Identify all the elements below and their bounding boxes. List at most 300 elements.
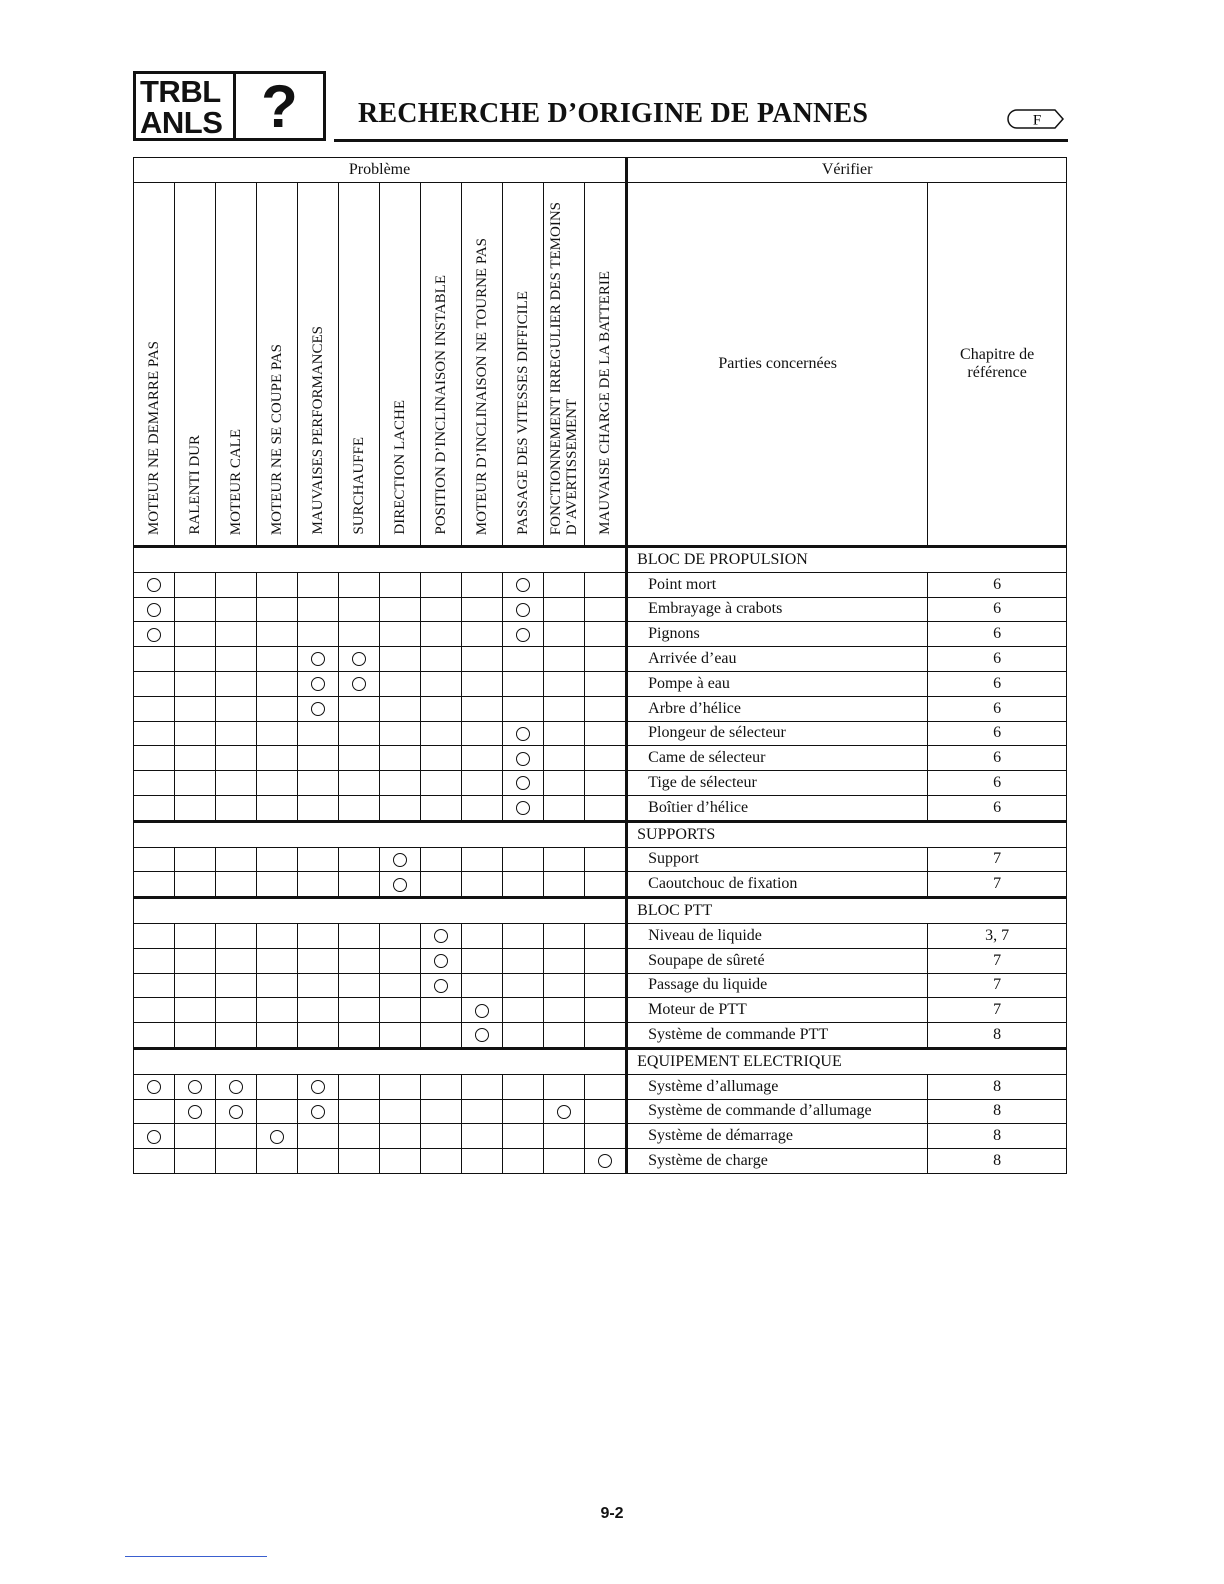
mark-cell — [175, 1074, 216, 1099]
table-row — [134, 1099, 1067, 1124]
mark-cell — [134, 597, 175, 622]
mark-cell — [585, 572, 627, 597]
table-row — [134, 771, 1067, 796]
mark-cell — [544, 973, 585, 998]
mark-cell — [339, 647, 380, 672]
mark-cell — [216, 1074, 257, 1099]
circle-mark-icon — [393, 878, 407, 892]
mark-cell — [298, 795, 339, 821]
mark-cell — [257, 948, 298, 973]
mark-cell — [462, 647, 503, 672]
table-row — [134, 622, 1067, 647]
circle-mark-icon — [516, 801, 530, 815]
table-row — [134, 872, 1067, 898]
mark-cell — [585, 1074, 627, 1099]
mark-cell — [134, 622, 175, 647]
mark-cell — [421, 1124, 462, 1149]
mark-cell — [585, 872, 627, 898]
part-name: Tige de sélecteur — [627, 771, 928, 796]
mark-cell — [257, 998, 298, 1023]
circle-mark-icon — [147, 628, 161, 642]
problem-label: DIRECTION LACHE — [392, 400, 408, 535]
part-name: Embrayage à crabots — [627, 597, 928, 622]
mark-cell — [380, 847, 421, 872]
problem-column-header — [503, 183, 544, 547]
chapter-ref: 6 — [928, 647, 1067, 672]
mark-cell — [544, 1149, 585, 1174]
mark-cell — [216, 696, 257, 721]
mark-cell — [462, 795, 503, 821]
mark-cell — [339, 721, 380, 746]
mark-cell — [585, 948, 627, 973]
mark-cell — [503, 847, 544, 872]
mark-cell — [585, 622, 627, 647]
mark-cell — [175, 1023, 216, 1049]
mark-cell — [134, 923, 175, 948]
mark-cell — [216, 647, 257, 672]
circle-mark-icon — [311, 702, 325, 716]
mark-cell — [544, 597, 585, 622]
chapter-header-line2: référence — [967, 364, 1027, 381]
circle-mark-icon — [516, 727, 530, 741]
circle-mark-icon — [147, 603, 161, 617]
mark-cell — [585, 1023, 627, 1049]
mark-cell — [216, 847, 257, 872]
mark-cell — [339, 597, 380, 622]
chapter-header-line1: Chapitre de — [960, 346, 1035, 363]
troubleshooting-table — [133, 157, 1067, 1174]
problem-label: MOTEUR CALE — [228, 428, 244, 535]
table-row — [134, 572, 1067, 597]
problem-column-header — [134, 183, 175, 547]
mark-cell — [380, 923, 421, 948]
circle-mark-icon — [188, 1105, 202, 1119]
mark-cell — [339, 1074, 380, 1099]
mark-cell — [257, 1149, 298, 1174]
mark-cell — [544, 622, 585, 647]
mark-cell — [421, 998, 462, 1023]
circle-mark-icon — [311, 677, 325, 691]
mark-cell — [462, 721, 503, 746]
chapter-ref: 6 — [928, 671, 1067, 696]
problem-label: PASSAGE DES VITESSES DIFFICILE — [515, 291, 531, 535]
mark-cell — [380, 597, 421, 622]
mark-cell — [134, 1023, 175, 1049]
section-spacer — [134, 547, 627, 573]
part-name: Point mort — [627, 572, 928, 597]
mark-cell — [503, 746, 544, 771]
language-tab-shape — [1007, 108, 1065, 130]
section-spacer — [134, 898, 627, 924]
circle-mark-icon — [147, 1080, 161, 1094]
circle-mark-icon — [188, 1080, 202, 1094]
mark-cell — [134, 948, 175, 973]
problem-label: MAUVAISES PERFORMANCES — [310, 326, 326, 535]
section-spacer — [134, 1048, 627, 1074]
problem-label: MAUVAISE CHARGE DE LA BATTERIE — [597, 271, 614, 535]
mark-cell — [380, 671, 421, 696]
mark-cell — [585, 671, 627, 696]
problem-column-header — [544, 183, 585, 547]
mark-cell — [585, 847, 627, 872]
problem-column-header — [175, 183, 216, 547]
mark-cell — [503, 597, 544, 622]
section-title: BLOC PTT — [627, 898, 1067, 924]
mark-cell — [503, 1149, 544, 1174]
mark-cell — [503, 647, 544, 672]
mark-cell — [175, 671, 216, 696]
mark-cell — [134, 696, 175, 721]
mark-cell — [175, 746, 216, 771]
mark-cell — [257, 597, 298, 622]
mark-cell — [462, 746, 503, 771]
mark-cell — [298, 771, 339, 796]
problem-column-header — [380, 183, 421, 547]
mark-cell — [421, 721, 462, 746]
mark-cell — [175, 1099, 216, 1124]
mark-cell — [257, 795, 298, 821]
mark-cell — [380, 647, 421, 672]
mark-cell — [462, 597, 503, 622]
mark-cell — [380, 1124, 421, 1149]
problem-label: FONCTIONNEMENT IRREGULIER DES TEMOINS D’AVERTISSEMENT — [548, 201, 580, 535]
mark-cell — [134, 1074, 175, 1099]
mark-cell — [339, 671, 380, 696]
problem-column-header — [339, 183, 380, 547]
mark-cell — [380, 948, 421, 973]
circle-mark-icon — [229, 1105, 243, 1119]
mark-cell — [257, 671, 298, 696]
mark-cell — [585, 647, 627, 672]
circle-mark-icon — [434, 929, 448, 943]
problem-label: MOTEUR NE DEMARRE PAS — [146, 340, 162, 535]
chapter-ref: 6 — [928, 572, 1067, 597]
part-name: Soupape de sûreté — [627, 948, 928, 973]
chapter-ref: 6 — [928, 746, 1067, 771]
chapter-header — [928, 183, 1067, 547]
mark-cell — [175, 696, 216, 721]
mark-cell — [503, 872, 544, 898]
mark-cell — [380, 622, 421, 647]
circle-mark-icon — [311, 1105, 325, 1119]
mark-cell — [503, 1023, 544, 1049]
mark-cell — [175, 795, 216, 821]
mark-cell — [298, 1124, 339, 1149]
circle-mark-icon — [393, 853, 407, 867]
mark-cell — [585, 1124, 627, 1149]
mark-cell — [216, 671, 257, 696]
mark-cell — [339, 771, 380, 796]
table-row — [134, 973, 1067, 998]
mark-cell — [298, 1099, 339, 1124]
mark-cell — [462, 998, 503, 1023]
mark-cell — [544, 998, 585, 1023]
mark-cell — [134, 872, 175, 898]
mark-cell — [339, 847, 380, 872]
mark-cell — [134, 721, 175, 746]
circle-mark-icon — [311, 1080, 325, 1094]
mark-cell — [134, 998, 175, 1023]
mark-cell — [380, 572, 421, 597]
page-title: RECHERCHE D’ORIGINE DE PANNES — [358, 98, 869, 129]
mark-cell — [175, 597, 216, 622]
mark-cell — [339, 998, 380, 1023]
mark-cell — [175, 622, 216, 647]
badge-line2: ANLS — [140, 105, 223, 140]
mark-cell — [421, 1099, 462, 1124]
mark-cell — [175, 1149, 216, 1174]
table-row — [134, 721, 1067, 746]
mark-cell — [298, 721, 339, 746]
table-row — [134, 998, 1067, 1023]
part-name: Système de démarrage — [627, 1124, 928, 1149]
circle-mark-icon — [516, 603, 530, 617]
chapter-ref: 7 — [928, 973, 1067, 998]
problem-column-header — [421, 183, 462, 547]
mark-cell — [134, 771, 175, 796]
circle-mark-icon — [147, 1130, 161, 1144]
mark-cell — [339, 1124, 380, 1149]
mark-cell — [339, 696, 380, 721]
mark-cell — [175, 923, 216, 948]
mark-cell — [503, 1074, 544, 1099]
part-name: Niveau de liquide — [627, 923, 928, 948]
chapter-ref: 7 — [928, 948, 1067, 973]
mark-cell — [462, 771, 503, 796]
mark-cell — [503, 998, 544, 1023]
mark-cell — [134, 1124, 175, 1149]
table-row — [134, 1074, 1067, 1099]
mark-cell — [544, 1074, 585, 1099]
mark-cell — [503, 948, 544, 973]
section-title: EQUIPEMENT ELECTRIQUE — [627, 1048, 1067, 1074]
mark-cell — [503, 1124, 544, 1149]
mark-cell — [503, 771, 544, 796]
mark-cell — [462, 1074, 503, 1099]
circle-mark-icon — [516, 752, 530, 766]
mark-cell — [421, 647, 462, 672]
language-letter: F — [1032, 112, 1042, 129]
mark-cell — [380, 1074, 421, 1099]
mark-cell — [257, 721, 298, 746]
table-row — [134, 1023, 1067, 1049]
mark-cell — [421, 622, 462, 647]
problem-header: Problème — [134, 158, 627, 183]
circle-mark-icon — [516, 578, 530, 592]
mark-cell — [544, 746, 585, 771]
verify-header: Vérifier — [627, 158, 1067, 183]
mark-cell — [544, 721, 585, 746]
mark-cell — [257, 746, 298, 771]
mark-cell — [462, 872, 503, 898]
mark-cell — [339, 973, 380, 998]
section-row — [134, 547, 1067, 573]
mark-cell — [544, 696, 585, 721]
mark-cell — [339, 795, 380, 821]
chapter-ref: 6 — [928, 771, 1067, 796]
mark-cell — [380, 1099, 421, 1124]
mark-cell — [421, 1149, 462, 1174]
section-title: BLOC DE PROPULSION — [627, 547, 1067, 573]
mark-cell — [257, 973, 298, 998]
mark-cell — [339, 1099, 380, 1124]
circle-mark-icon — [147, 578, 161, 592]
circle-mark-icon — [516, 628, 530, 642]
mark-cell — [380, 721, 421, 746]
mark-cell — [175, 1124, 216, 1149]
mark-cell — [503, 973, 544, 998]
mark-cell — [134, 795, 175, 821]
trbl-anls-badge — [133, 71, 326, 141]
mark-cell — [462, 948, 503, 973]
mark-cell — [134, 572, 175, 597]
mark-cell — [257, 572, 298, 597]
mark-cell — [462, 1023, 503, 1049]
mark-cell — [462, 973, 503, 998]
mark-cell — [298, 973, 339, 998]
mark-cell — [421, 795, 462, 821]
mark-cell — [421, 746, 462, 771]
chapter-ref: 6 — [928, 597, 1067, 622]
part-name: Système de commande PTT — [627, 1023, 928, 1049]
chapter-ref: 8 — [928, 1124, 1067, 1149]
part-name: Came de sélecteur — [627, 746, 928, 771]
circle-mark-icon — [352, 677, 366, 691]
problem-column-header — [257, 183, 298, 547]
mark-cell — [544, 795, 585, 821]
mark-cell — [544, 572, 585, 597]
mark-cell — [216, 795, 257, 821]
mark-cell — [257, 622, 298, 647]
mark-cell — [585, 771, 627, 796]
chapter-ref: 7 — [928, 998, 1067, 1023]
mark-cell — [380, 771, 421, 796]
table-row — [134, 1124, 1067, 1149]
problem-column-header — [216, 183, 257, 547]
mark-cell — [503, 696, 544, 721]
mark-cell — [257, 1023, 298, 1049]
chapter-ref: 7 — [928, 847, 1067, 872]
part-name: Système d’allumage — [627, 1074, 928, 1099]
mark-cell — [462, 696, 503, 721]
mark-cell — [216, 597, 257, 622]
mark-cell — [175, 872, 216, 898]
mark-cell — [585, 973, 627, 998]
mark-cell — [462, 671, 503, 696]
mark-cell — [298, 696, 339, 721]
mark-cell — [421, 671, 462, 696]
circle-mark-icon — [311, 652, 325, 666]
mark-cell — [339, 622, 380, 647]
mark-cell — [216, 998, 257, 1023]
circle-mark-icon — [516, 776, 530, 790]
part-name: Arrivée d’eau — [627, 647, 928, 672]
table-row — [134, 671, 1067, 696]
mark-cell — [175, 998, 216, 1023]
circle-mark-icon — [434, 979, 448, 993]
mark-cell — [216, 973, 257, 998]
problem-label: RALENTI DUR — [187, 435, 203, 535]
part-name: Pignons — [627, 622, 928, 647]
circle-mark-icon — [434, 954, 448, 968]
mark-cell — [216, 1149, 257, 1174]
section-row — [134, 898, 1067, 924]
title-rule — [334, 139, 1068, 142]
mark-cell — [585, 696, 627, 721]
mark-cell — [544, 1023, 585, 1049]
problem-column-header — [298, 183, 339, 547]
mark-cell — [257, 696, 298, 721]
mark-cell — [503, 671, 544, 696]
mark-cell — [216, 1124, 257, 1149]
mark-cell — [134, 973, 175, 998]
mark-cell — [134, 847, 175, 872]
part-name: Moteur de PTT — [627, 998, 928, 1023]
table-row — [134, 847, 1067, 872]
part-name: Système de charge — [627, 1149, 928, 1174]
mark-cell — [421, 872, 462, 898]
mark-cell — [421, 771, 462, 796]
mark-cell — [175, 771, 216, 796]
mark-cell — [257, 1074, 298, 1099]
mark-cell — [462, 847, 503, 872]
mark-cell — [298, 572, 339, 597]
mark-cell — [298, 948, 339, 973]
section-row — [134, 1048, 1067, 1074]
mark-cell — [503, 795, 544, 821]
mark-cell — [257, 1099, 298, 1124]
mark-cell — [216, 948, 257, 973]
badge-line1: TRBL — [140, 74, 221, 109]
circle-mark-icon — [598, 1154, 612, 1168]
mark-cell — [380, 973, 421, 998]
mark-cell — [298, 1149, 339, 1174]
chapter-ref: 8 — [928, 1149, 1067, 1174]
problem-label: POSITION D’INCLINAISON INSTABLE — [433, 275, 449, 535]
mark-cell — [298, 1074, 339, 1099]
mark-cell — [503, 572, 544, 597]
footer-line — [125, 1556, 267, 1557]
mark-cell — [298, 671, 339, 696]
mark-cell — [421, 1074, 462, 1099]
mark-cell — [421, 923, 462, 948]
mark-cell — [380, 998, 421, 1023]
table-row — [134, 923, 1067, 948]
mark-cell — [298, 872, 339, 898]
part-name: Pompe à eau — [627, 671, 928, 696]
mark-cell — [585, 746, 627, 771]
chapter-ref: 8 — [928, 1074, 1067, 1099]
mark-cell — [257, 647, 298, 672]
mark-cell — [421, 973, 462, 998]
mark-cell — [134, 1149, 175, 1174]
mark-cell — [585, 998, 627, 1023]
mark-cell — [339, 872, 380, 898]
mark-cell — [134, 746, 175, 771]
chapter-ref: 6 — [928, 721, 1067, 746]
mark-cell — [257, 1124, 298, 1149]
part-name: Boîtier d’hélice — [627, 795, 928, 821]
mark-cell — [175, 847, 216, 872]
mark-cell — [462, 1124, 503, 1149]
mark-cell — [544, 923, 585, 948]
circle-mark-icon — [557, 1105, 571, 1119]
mark-cell — [421, 572, 462, 597]
mark-cell — [544, 1124, 585, 1149]
mark-cell — [421, 847, 462, 872]
mark-cell — [421, 1023, 462, 1049]
mark-cell — [544, 1099, 585, 1124]
